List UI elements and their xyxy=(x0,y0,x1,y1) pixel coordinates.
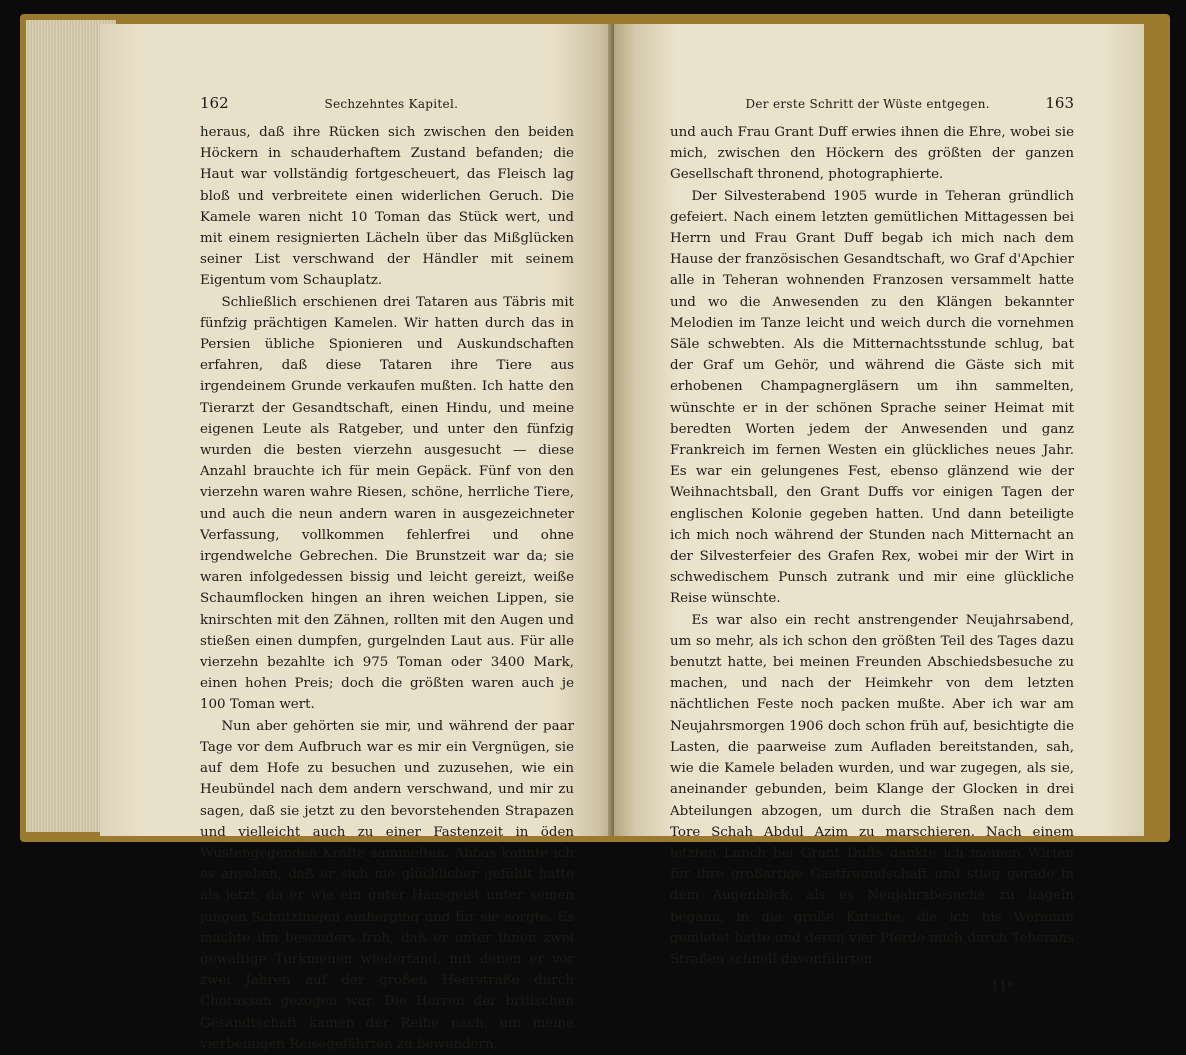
right-paragraph-1: und auch Frau Grant Duff erwies ihnen die Ehre, wobei sie mich, zwischen den Höckern des größten der ganzen Gesellschaft thronend, photographierte. xyxy=(670,125,1074,183)
left-page-number: 162 xyxy=(200,94,229,112)
right-running-title: Der erste Schritt der Wüste entgegen. xyxy=(745,97,990,111)
left-paragraph-1: heraus, daß ihre Rücken sich zwischen den beiden Höckern in schauderhaftem Zustand befanden; die Haut war vollständig fortgescheuert, das Fleisch lag bloß und verbreitete einen widerlichen Geruch. Die Kamele waren nicht 10 Toman das Stück wert, und mit einem resignierten Lächeln über das Mißglücken seiner List verschwand der Händler mit seinem Eigentum vom Schauplatz. xyxy=(200,125,574,289)
right-paragraph-3: Es war also ein recht anstrengender Neujahrsabend, um so mehr, als ich schon den größten Teil des Tages dazu benutzt hatte, bei meinen Freunden Abschiedsbesuche zu machen, und nach der Heimkehr von dem letzten nächtlichen Feste noch packen mußte. Aber ich war am Neujahrsmorgen 1906 doch schon früh auf, besichtigte die Lasten, die paarweise zum Aufladen bereitstanden, sah, wie die Kamele beladen wurden, und war zugegen, als sie, aneinander gebunden, beim Klange der Glocken in drei Abteilungen abzogen, um durch die Straßen nach dem Tore Schah Abdul Azim zu marschieren. Nach einem letzten Lunch bei Grant Duffs dankte ich meinen Wirten für ihre großartige Gastfreundschaft und stieg gerade in dem Augenblick, als es Neujahrsbesuche zu hageln begann, in die große Kutsche, die ich bis Weramin gemietet hatte und deren vier Pferde mich durch Teherans Straßen schnell davonführten. xyxy=(670,612,1074,967)
right-paragraph-2: Der Silvesterabend 1905 wurde in Teheran gründlich gefeiert. Nach einem letzten gemütlichen Mittagessen bei Herrn und Frau Grant Duff begab ich mich nach dem Hause der französischen Gesandtschaft, wo Graf d'Apchier alle in Teheran wohnenden Franzosen versammelt hatte und wo die Anwesenden zu den Klängen bekannter Melodien im Tanze leicht und weich durch die vornehmen Säle schwebten. Als die Mitternachtsstunde schlug, bat der Graf um Gehör, und während die Gäste sich mit erhobenen Champagnergläsern um ihn sammelten, wünschte er in der schönen Sprache seiner Heimat mit beredten Worten jedem der Anwesenden und ganz Frankreich im fernen Westen ein glückliches neues Jahr. Es war ein gelungenes Fest, ebenso glänzend wie der Weihnachtsball, den Grant Duffs vor einigen Tagen der englischen Kolonie gegeben hatten. Und dann beteiligte ich mich noch während der Stunden nach Mitternacht an der Silvesterfeier des Grafen Rex, wobei mir der Wirt in schwedischem Punsch zutrank und mir eine glückliche Reise wünschte. xyxy=(670,188,1074,607)
signature-mark: 11* xyxy=(990,980,1014,996)
left-running-head xyxy=(200,94,574,112)
right-running-head xyxy=(670,94,1074,112)
left-paragraph-2: Schließlich erschienen drei Tataren aus Täbris mit fünfzig prächtigen Kamelen. Wir hatten durch das in Persien übliche Spionieren und Auskundschaften erfahren, daß diese Tataren ihre Tiere aus irgendeinem Grunde verkaufen mußten. Ich hatte den Tierarzt der Gesandtschaft, einen Hindu, und meine eigenen Leute als Ratgeber, und unter den fünfzig wurden die besten vierzehn ausgesucht — diese Anzahl brauchte ich für mein Gepäck. Fünf von den vierzehn waren wahre Riesen, schöne, herrliche Tiere, und auch die neun andern waren in ausgezeichneter Verfassung, vollkommen fehlerfrei und ohne irgendwelche Gebrechen. Die Brunstzeit war da; sie waren infolgedessen bissig und leicht gereizt, weiße Schaumflocken hingen an ihren weichen Lippen, sie knirschten mit den Zähnen, rollten mit den Augen und stießen einen dumpfen, gurgelnden Laut aus. Für alle vierzehn bezahlte ich 975 Toman oder 3400 Mark, einen hohen Preis; doch die größten waren auch je 100 Toman wert. xyxy=(200,294,574,713)
right-page-number: 163 xyxy=(1045,94,1074,112)
right-page xyxy=(614,24,1144,996)
left-running-title: Sechzehntes Kapitel. xyxy=(324,97,459,111)
left-page xyxy=(100,24,614,1052)
left-paragraph-3: Nun aber gehörten sie mir, und während der paar Tage vor dem Aufbruch war es mir ein Vergnügen, sie auf dem Hofe zu besuchen und zuzusehen, wie ein Heubündel nach dem andern verschwand, und mir zu sagen, daß sie jetzt zu den bevorstehenden Strapazen und vielleicht auch zu einer Fastenzeit in öden Wüstengegenden Kräfte sammelten. Abbas konnte ich es ansehen, daß er sich nie glücklicher gefühlt hatte als jetzt, da er wie ein guter Hausgeist unter seinen jungen Schützlingen einherging und für sie sorgte. Es machte ihn besonders froh, daß er unter ihnen zwei gewaltige Turkmenen wiederfand, mit denen er vor zwei Jahren auf der großen Heerstraße durch Chorassan gezogen war. Die Herren der britischen Gesandtschaft kamen der Reihe nach, um meine vierbeinigen Reisegefährten zu bewundern, xyxy=(200,718,574,1052)
